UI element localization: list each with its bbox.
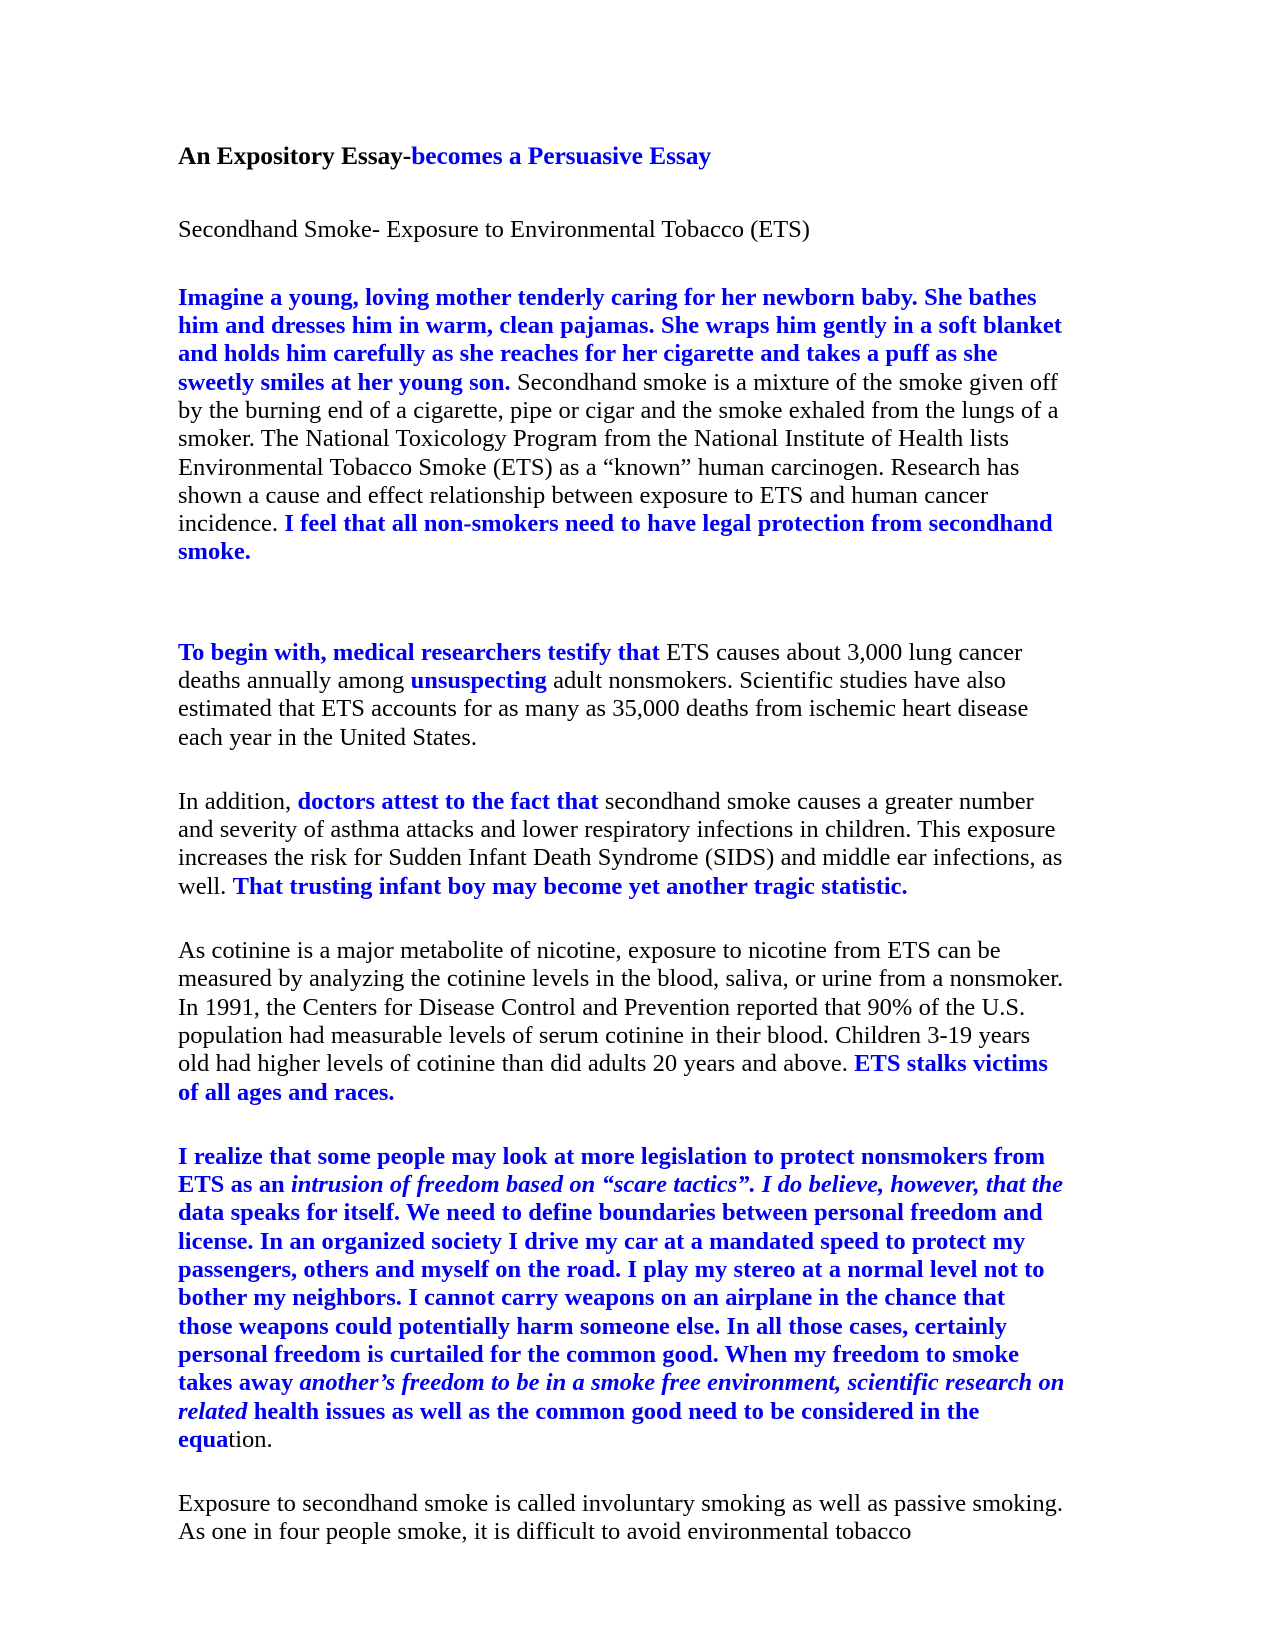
paragraph-children-health-run-3: That trusting infant boy may become yet another tragic statistic. [232,872,908,900]
paragraph-intro [178,284,1065,567]
paragraph-counterargument-run-2: data speaks for itself. We need to define boundaries between personal freedom and license. In an organized society I drive my car at a mandated speed to protect my passengers, others and myself on the road. I play my stereo at a normal level not to bother my neighbors. I cannot carry weapons on an airplane in the chance that those weapons could potentially harm someone else. In all those cases, certainly personal freedom is curtailed for the common good. When my freedom to smoke takes away [178,1199,1045,1397]
paragraph-cotinine-run-1: ETS stalks victims of all ages and races. [178,1050,1048,1106]
paragraph-children-health-run-2: secondhand smoke causes a greater number and severity of asthma attacks and lower respiratory infections in children. This exposure increases the risk for Sudden Infant Death Syndrome (SIDS) and middle ear infections, as well. [178,787,1063,900]
paragraph-intro-run-0: Imagine a young, loving mother tenderly caring for her newborn baby. She bathes him and dresses him in warm, clean pajamas. She wraps him gently in a soft blanket and holds him carefully as she reaches for her cigarette and takes a puff as she sweetly smiles at her young son. [178,283,1062,396]
paragraph-cotinine-run-0: As cotinine is a major metabolite of nicotine, exposure to nicotine from ETS can be measured by analyzing the cotinine levels in the blood, saliva, or urine from a nonsmoker. In 1991, the Centers for Disease Control and Prevention reported that 90% of the U.S. population had measurable levels of serum cotinine in their blood. Children 3-19 years old had higher levels of cotinine than did adults 20 years and above. [178,937,1064,1078]
paragraph-counterargument [178,1143,1065,1454]
paragraph-counterargument-run-5: tion. [228,1425,273,1453]
paragraph-counterargument-run-0: I realize that some people may look at more legislation to protect nonsmokers from ETS as an [178,1142,1046,1199]
paragraph-cotinine [178,937,1065,1107]
paragraph-counterargument-run-3: another’s freedom to be in a smoke free environment, scientific research on related [178,1369,1065,1425]
paragraph-statistics [178,639,1065,752]
paragraph-statistics-run-2: unsuspecting [410,667,547,694]
document-body [178,284,1065,1547]
paragraph-closing-run-0: Exposure to secondhand smoke is called involuntary smoking as well as passive smoking. As one in four people smoke, it is difficult to avoid environmental tobacco [178,1490,1063,1546]
document-subtitle: Secondhand Smoke- Exposure to Environmental Tobacco (ETS) [178,216,810,244]
paragraph-statistics-run-1: ETS causes about 3,000 lung cancer deaths annually among [178,638,1023,694]
paragraph-intro-run-2: I feel that all non-smokers need to have legal protection from secondhand smoke. [178,510,1053,566]
page-title-blue-part: becomes a Persuasive Essay [411,141,712,170]
paragraph-counterargument-run-1: intrusion of freedom based on “scare tactics”. I do believe, however, that the [290,1171,1064,1199]
paragraph-children-health-run-0: In addition, [178,787,298,815]
paragraph-intro-run-1: Secondhand smoke is a mixture of the smoke given off by the burning end of a cigarette, pipe or cigar and the smoke exhaled from the lungs of a smoker. The National Toxicology Program from the National Institute of Health lists Environmental Tobacco Smoke (ETS) as a “known” human carcinogen. Research has shown a cause and effect relationship between exposure to ETS and human cancer incidence. [178,368,1059,538]
paragraph-children-health [178,788,1065,901]
paragraph-statistics-run-0: To begin with, medical researchers testify that [178,638,660,666]
page-title [178,140,1065,171]
paragraph-counterargument-run-4: health issues as well as the common good need to be considered in the equa [178,1397,980,1453]
page-title-black-part: An Expository Essay- [178,141,412,170]
paragraph-closing [178,1490,1065,1547]
paragraph-children-health-run-1: doctors attest to the fact that [297,787,599,815]
paragraph-statistics-run-3: adult nonsmokers. Scientific studies have also estimated that ETS accounts for as many as 35,000 deaths from ischemic heart disease each year in the United States. [178,667,1029,751]
